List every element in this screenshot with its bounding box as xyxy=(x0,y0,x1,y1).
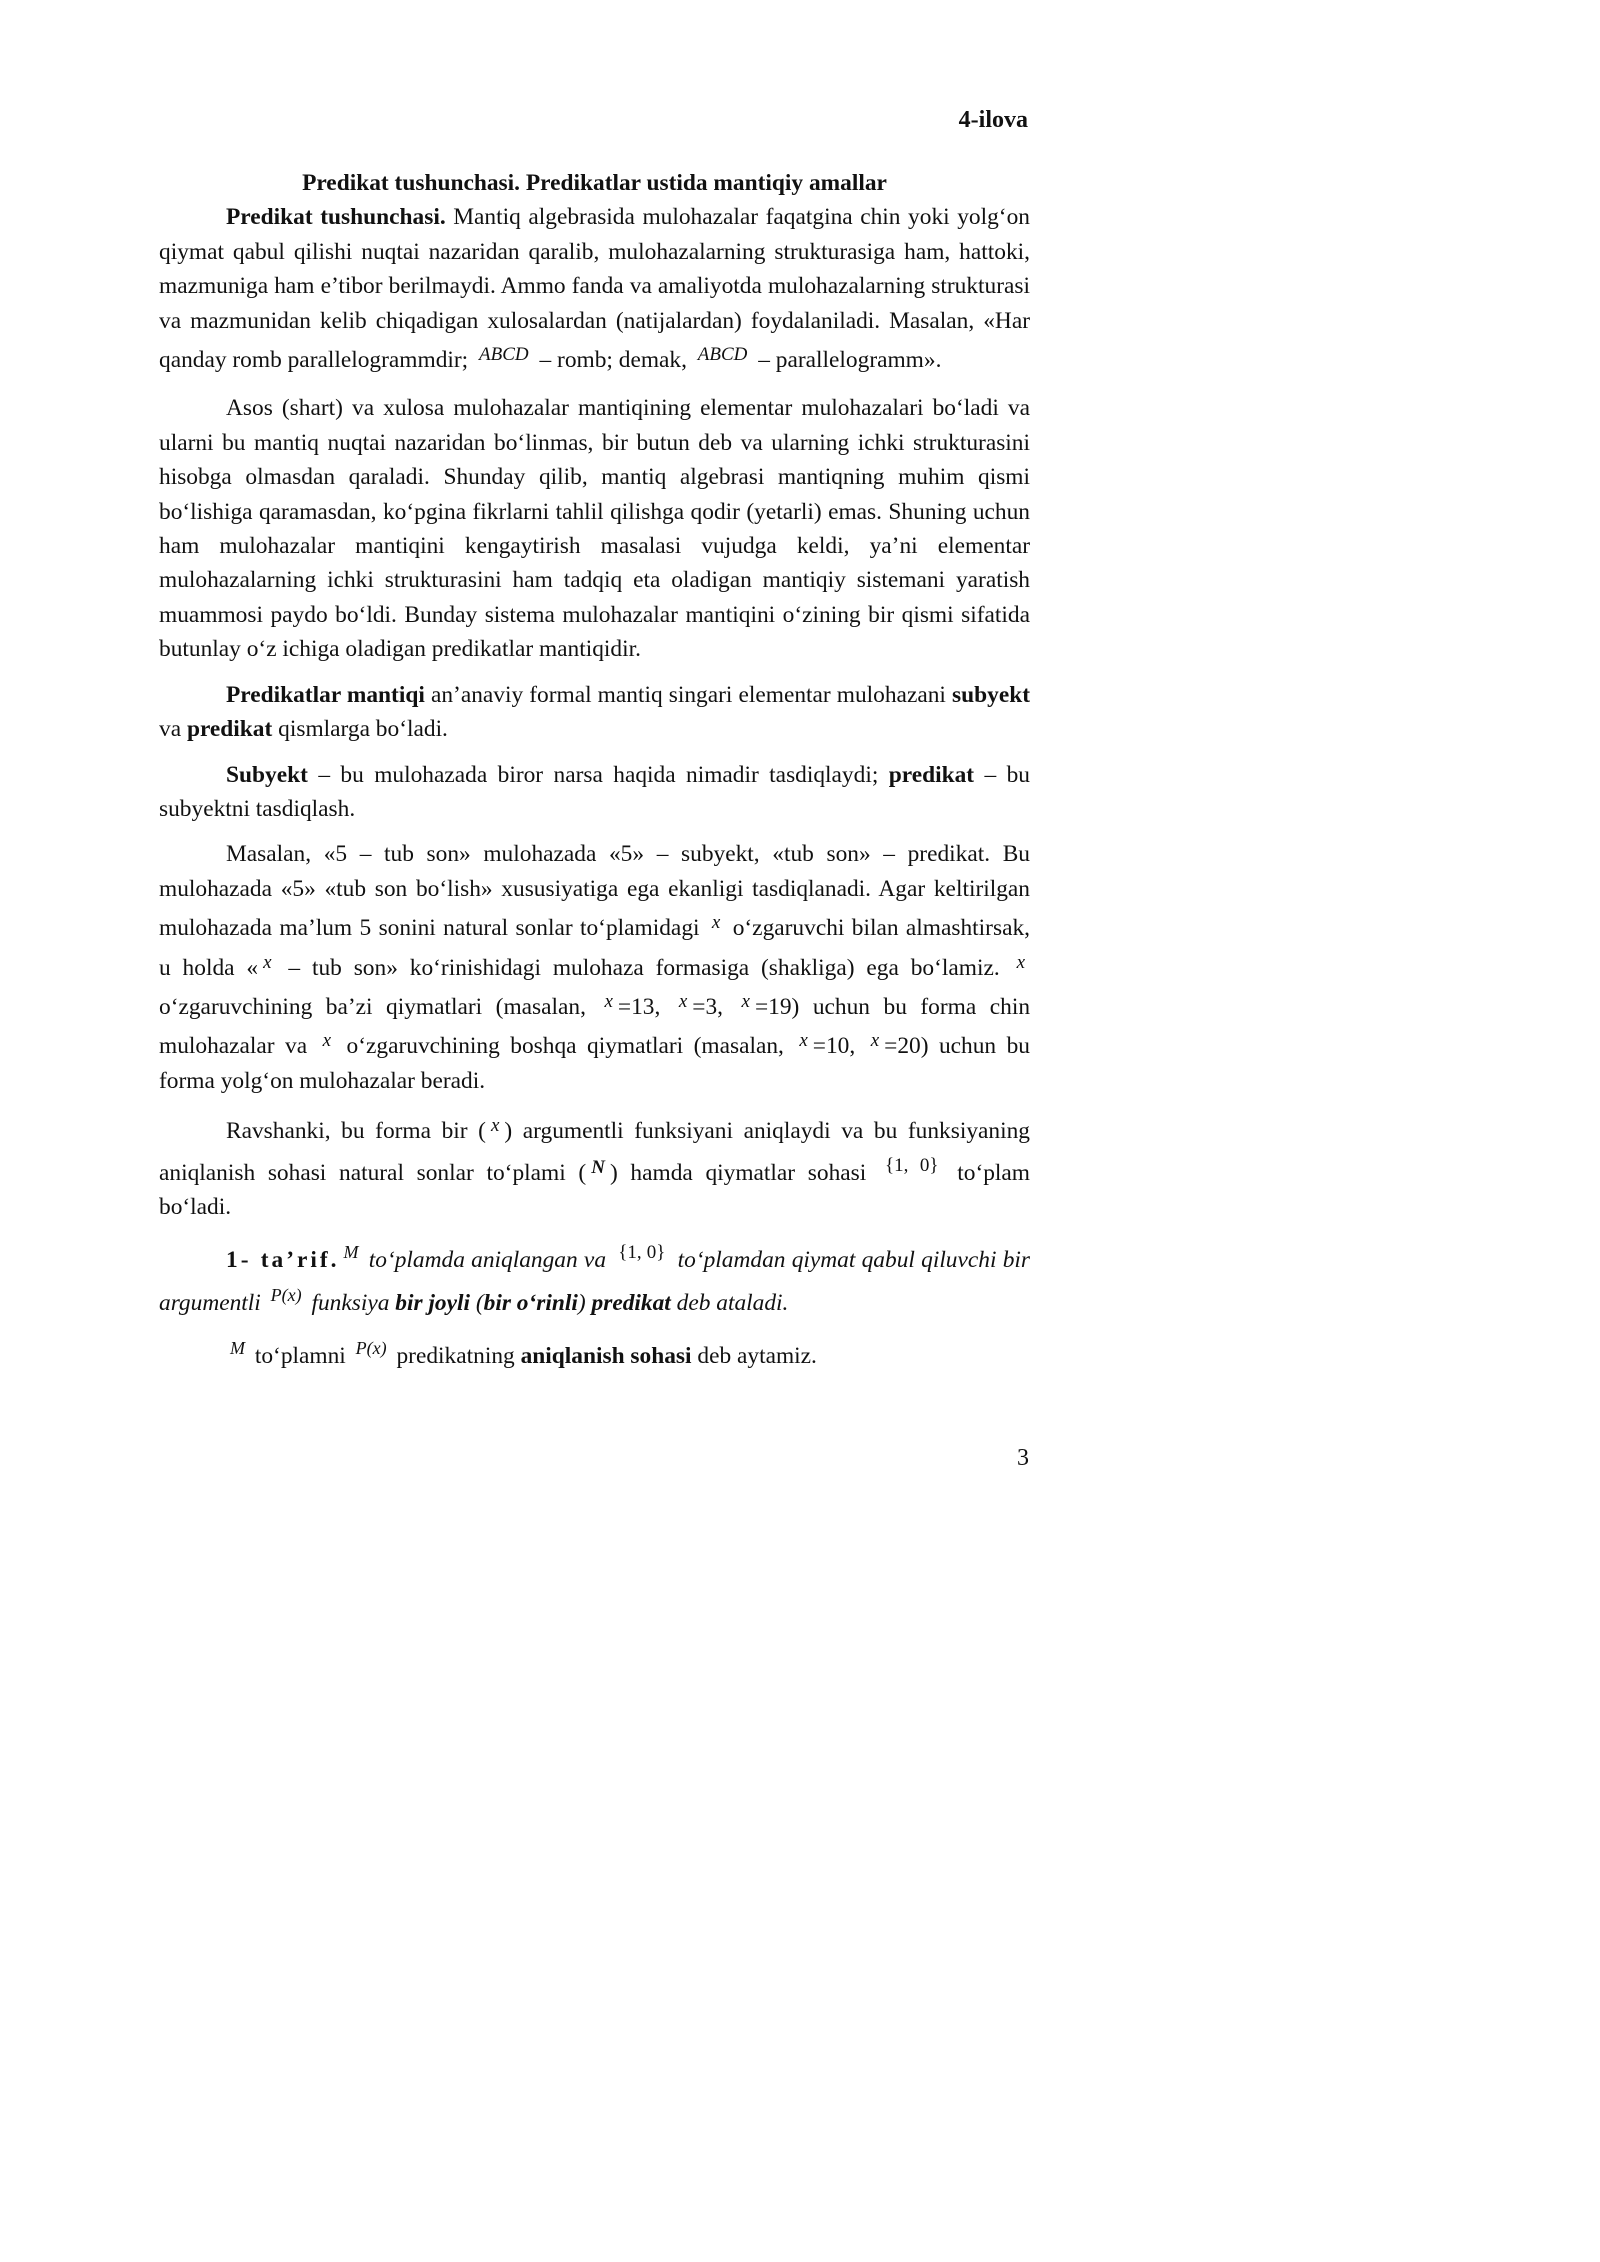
math-m: M xyxy=(343,1242,359,1263)
math-set-1-0: {1, 0} xyxy=(618,1242,666,1264)
paragraph-1-lead: Predikat tushunchasi. xyxy=(226,204,446,231)
math-x: x xyxy=(604,990,613,1012)
document-body xyxy=(159,166,1030,1385)
definition-text-4: ( xyxy=(470,1289,484,1316)
math-x: x xyxy=(741,990,750,1012)
math-x: x xyxy=(322,1030,332,1052)
definition-label: 1- ta’rif. xyxy=(226,1247,340,1274)
paragraph-6 xyxy=(159,1109,1030,1224)
definition-text-3: funksiya xyxy=(305,1289,396,1316)
math-m: M xyxy=(230,1338,245,1359)
term-predikat-definition: predikat xyxy=(591,1289,671,1316)
math-x: x xyxy=(870,1030,880,1052)
math-x: x xyxy=(263,951,272,973)
paragraph-3-text-2: va xyxy=(159,716,187,743)
paragraph-1 xyxy=(159,200,1030,377)
paragraph-3 xyxy=(159,678,1030,747)
paragraph-8-text-3: deb aytamiz. xyxy=(691,1343,817,1370)
paragraph-6-text-4: to‘plam bo‘ladi. xyxy=(159,1159,1031,1220)
term-predikatlar-mantiqi: Predikatlar mantiqi xyxy=(226,681,425,708)
paragraph-8 xyxy=(159,1331,1030,1373)
paragraph-5-text-2: o‘zgaruvchi bilan almashtirsak, u holda « xyxy=(159,915,1030,981)
definition-text-2: to‘plamdan qiymat qabul qiluvchi bir argumentli xyxy=(159,1247,1030,1316)
paragraph-6-text-3: ) hamda qiymatlar sohasi xyxy=(609,1159,879,1186)
paragraph-5-text-4: o‘zgaruvchining ba’zi qiymatlari (masalan, xyxy=(159,993,600,1020)
term-predikat-def: predikat xyxy=(888,761,975,788)
page-number: 3 xyxy=(1017,1445,1029,1471)
definition-text-1: to‘plamda aniqlangan va xyxy=(362,1247,613,1274)
paragraph-3-text-1: an’anaviy formal mantiq singari elementar mulohazani xyxy=(424,681,952,708)
math-abcd-1: ABCD xyxy=(479,344,529,366)
math-x: x xyxy=(678,990,688,1012)
paragraph-5-text-9: =10, xyxy=(812,1033,866,1060)
term-subyekt-def: Subyekt xyxy=(226,761,308,788)
term-bir-orinli: bir o‘rinli xyxy=(483,1289,578,1316)
paragraph-8-text-1: to‘plamni xyxy=(249,1343,352,1370)
paragraph-1-mid: – romb; demak, xyxy=(533,347,693,374)
paragraph-5-text-1: Masalan, «5 – tub son» mulohazada «5» – subyekt, «tub son» – predikat. Bu mulohazada «5» «tub son bo‘lish» xususiyatiga ega ekanligi tasdiqlanadi. Agar keltirilgan mulohazada ma’lum 5 sonini natural sonlar to‘plamidagi xyxy=(159,841,1030,942)
math-p-x: P(x) xyxy=(270,1284,302,1305)
paragraph-5-text-8: o‘zgaruvchining boshqa qiymatlari (masalan, xyxy=(336,1033,795,1060)
appendix-label: 4-ilova xyxy=(958,107,1028,133)
paragraph-6-text-1: Ravshanki, bu forma bir ( xyxy=(226,1118,486,1145)
term-aniqlanish-sohasi: aniqlanish sohasi xyxy=(520,1343,692,1370)
math-set-1-0: {1, 0} xyxy=(884,1154,939,1176)
paragraph-5-text-3: – tub son» ko‘rinishidagi mulohaza formasiga (shakliga) ega bo‘lamiz. xyxy=(276,954,1012,981)
term-bir-joyli: bir joyli xyxy=(395,1289,470,1316)
math-x: x xyxy=(799,1030,808,1052)
page-title: Predikat tushunchasi. Predikatlar ustida mantiqiy amallar xyxy=(302,170,887,196)
math-x: x xyxy=(711,912,721,934)
definition-text-6: deb ataladi. xyxy=(670,1289,789,1316)
paragraph-2: Asos (shart) va xulosa mulohazalar mantiqining elementar mulohazalari bo‘ladi va ularni bu mantiq nuqtai nazaridan bo‘linmas, bir butun deb va ularning ichki strukturasini hisobga olmasdan qaraladi. Shunday qilib, mantiq algebrasi mantiqning muhim qismi bo‘lishiga qaramasdan, ko‘pgina fikrlarni tahlil qilishga qodir (yetarli) emas. Shuning uchun ham mulohazalar mantiqini kengaytirish masalasi vujudga keldi, ya’ni elementar mulohazalarning ichki strukturasini ham tadqiq eta oladigan mantiqiy sistemani yaratish muammosi paydo bo‘ldi. Bunday sistema mulohazalar mantiqini o‘zining bir qismi sifatida butunlay o‘z ichiga oladigan predikatlar mantiqidir. xyxy=(159,395,1030,663)
paragraph-6-text-2: ) argumentli funksiyani aniqlaydi va bu funksiyaning aniqlanish sohasi natural sonlar to‘plami ( xyxy=(159,1118,1030,1186)
paragraph-1-end: – parallelogramm». xyxy=(752,347,942,374)
document-page xyxy=(0,0,1100,1555)
term-subyekt: subyekt xyxy=(952,681,1030,708)
paragraph-3-text-3: qismlarga bo‘ladi. xyxy=(272,716,448,743)
definition-1 xyxy=(159,1235,1030,1320)
paragraph-5-text-5: =13, xyxy=(617,993,674,1020)
math-x: x xyxy=(490,1115,500,1137)
math-p-x: P(x) xyxy=(355,1338,387,1359)
math-x: x xyxy=(1016,951,1026,973)
paragraph-5-text-10: =20) uchun bu forma yolg‘on mulohazalar beradi. xyxy=(159,1033,1030,1094)
math-n: N xyxy=(591,1156,605,1178)
paragraph-4-text-1: – bu mulohazada biror narsa haqida nimadir tasdiqlaydi; xyxy=(307,761,889,788)
paragraph-5-text-6: =3, xyxy=(692,993,737,1020)
term-predikat: predikat xyxy=(186,716,273,743)
paragraph-8-text-2: predikatning xyxy=(390,1343,521,1370)
paragraph-5 xyxy=(159,837,1030,1098)
math-abcd-2: ABCD xyxy=(697,344,748,366)
paragraph-4 xyxy=(159,758,1030,827)
paragraph-4-text-2: – bu subyektni tasdiqlash. xyxy=(159,761,1030,822)
paragraph-1-text: Mantiq algebrasida mulohazalar faqatgina chin yoki yolg‘on qiymat qabul qilishi nuqtai nazaridan qaralib, mulohazalarning strukturasiga ham, hattoki, mazmuniga ham e’tibor berilmaydi. Ammo fanda va amaliyotda mulohazalarning strukturasi va mazmunidan kelib chiqadigan xulosalardan (natijalardan) foydalaniladi. Masalan, «Har qanday romb parallelogrammdir; xyxy=(159,204,1030,374)
paragraph-5-text-7: =19) uchun bu forma chin mulohazalar va xyxy=(159,993,1031,1060)
definition-text-5: ) xyxy=(577,1289,592,1316)
